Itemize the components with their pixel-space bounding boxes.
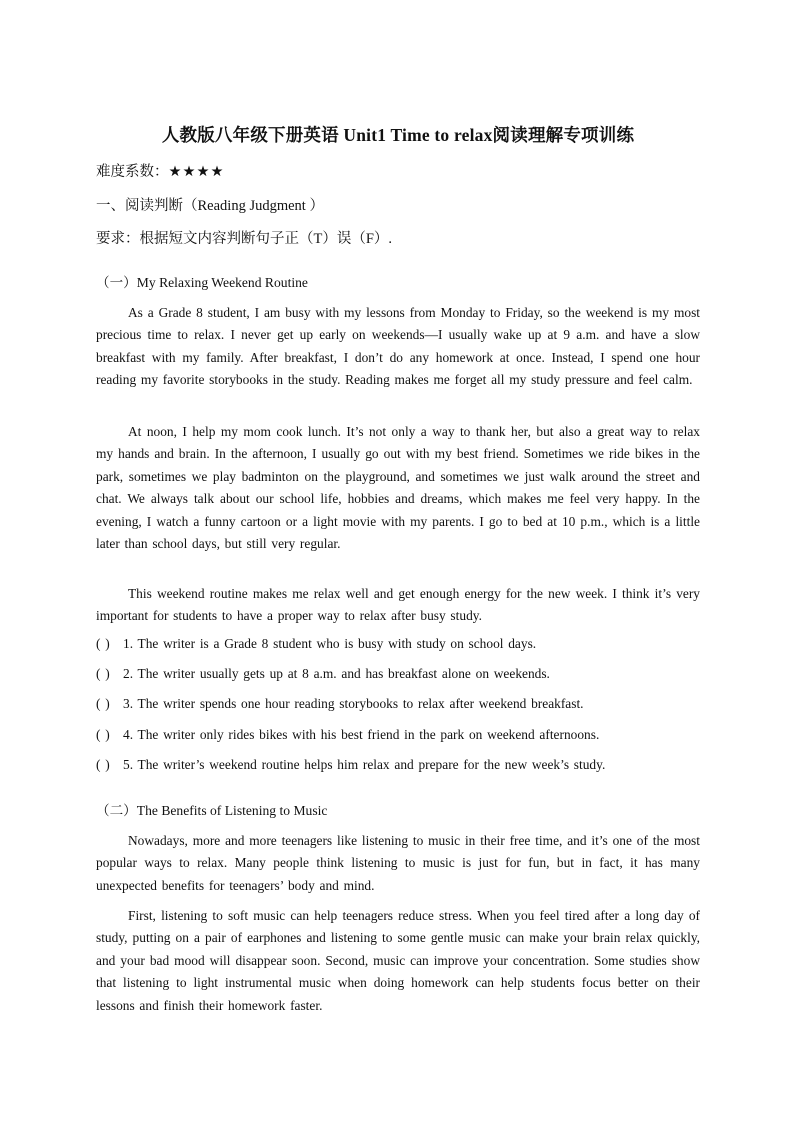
answer-blank[interactable]: ( ) (96, 666, 110, 681)
passage-one-heading: （一）My Relaxing Weekend Routine (96, 275, 308, 290)
question-text: 5. The writer’s weekend routine helps him relax and prepare for the new week’s study. (123, 757, 606, 772)
question-item (96, 666, 550, 682)
question-text: 3. The writer spends one hour reading storybooks to relax after weekend breakfast. (123, 696, 584, 711)
passage-one-paragraph-3: This weekend routine makes me relax well and get enough energy for the new week. I think it’s very important for students to have a proper way to relax after busy study. (96, 586, 700, 624)
answer-blank[interactable]: ( ) (96, 727, 110, 742)
passage-one-paragraph-2: At noon, I help my mom cook lunch. It’s not only a way to thank her, but also a great way to relax my hands and brain. In the afternoon, I usually go out with my best friend. Sometimes we ride bikes in the park, sometimes we play badminton on the playground, and sometimes we just walk around the street and chat. We always talk about our school life, hobbies and dreams, which makes me feel very happy. In the evening, I watch a funny cartoon or a light movie with my parents. I go to bed at 10 p.m., which is a little later than school days, but still very regular. (96, 424, 700, 552)
passage-two-heading: （二）The Benefits of Listening to Music (96, 803, 328, 818)
question-item (96, 636, 536, 652)
answer-blank[interactable]: ( ) (96, 757, 110, 772)
passage-one-paragraph-1: As a Grade 8 student, I am busy with my lessons from Monday to Friday, so the weekend is my most precious time to relax. I never get up early on weekends—I usually wake up at 9 a.m. and have a slow breakfast with my family. After breakfast, I don’t do any homework at once. Instead, I spend one hour reading my favorite storybooks in the study. Reading makes me forget all my study pressure and feel calm. (96, 305, 700, 388)
question-text: 4. The writer only rides bikes with his best friend in the park on weekend afternoons. (123, 727, 600, 742)
answer-blank[interactable]: ( ) (96, 696, 110, 711)
question-item (96, 757, 605, 773)
requirement-text: 要求：根据短文内容判断句子正（T）误（F）. (96, 231, 393, 247)
section-heading: 一、阅读判断（Reading Judgment ） (96, 198, 324, 214)
passage-two-paragraph-2: First, listening to soft music can help teenagers reduce stress. When you feel tired after a long day of study, putting on a pair of earphones and listening to some gentle music can make your brain relax quickly, and your bad mood will disappear soon. Second, music can improve your concentration. Some studies show that listening to light instrumental music when doing homework can help students focus better on their lessons and finish their homework faster. (96, 908, 700, 1013)
document-page (96, 0, 700, 1123)
question-text: 1. The writer is a Grade 8 student who is busy with study on school days. (123, 636, 537, 651)
answer-blank[interactable]: ( ) (96, 636, 110, 651)
question-item (96, 696, 584, 712)
page-title: 人教版八年级下册英语 Unit1 Time to relax阅读理解专项训练 (161, 125, 635, 145)
passage-two-paragraph-1: Nowadays, more and more teenagers like listening to music in their free time, and it’s one of the most popular ways to relax. Many people think listening to music is just for fun, but in fact, it has many unexpected benefits for teenagers’ body and mind. (96, 833, 700, 893)
difficulty-stars: ★★★★ (168, 164, 225, 180)
difficulty-label: 难度系数： (96, 164, 169, 180)
question-item (96, 727, 599, 743)
difficulty-rating (96, 160, 225, 181)
question-text: 2. The writer usually gets up at 8 a.m. and has breakfast alone on weekends. (123, 666, 550, 681)
